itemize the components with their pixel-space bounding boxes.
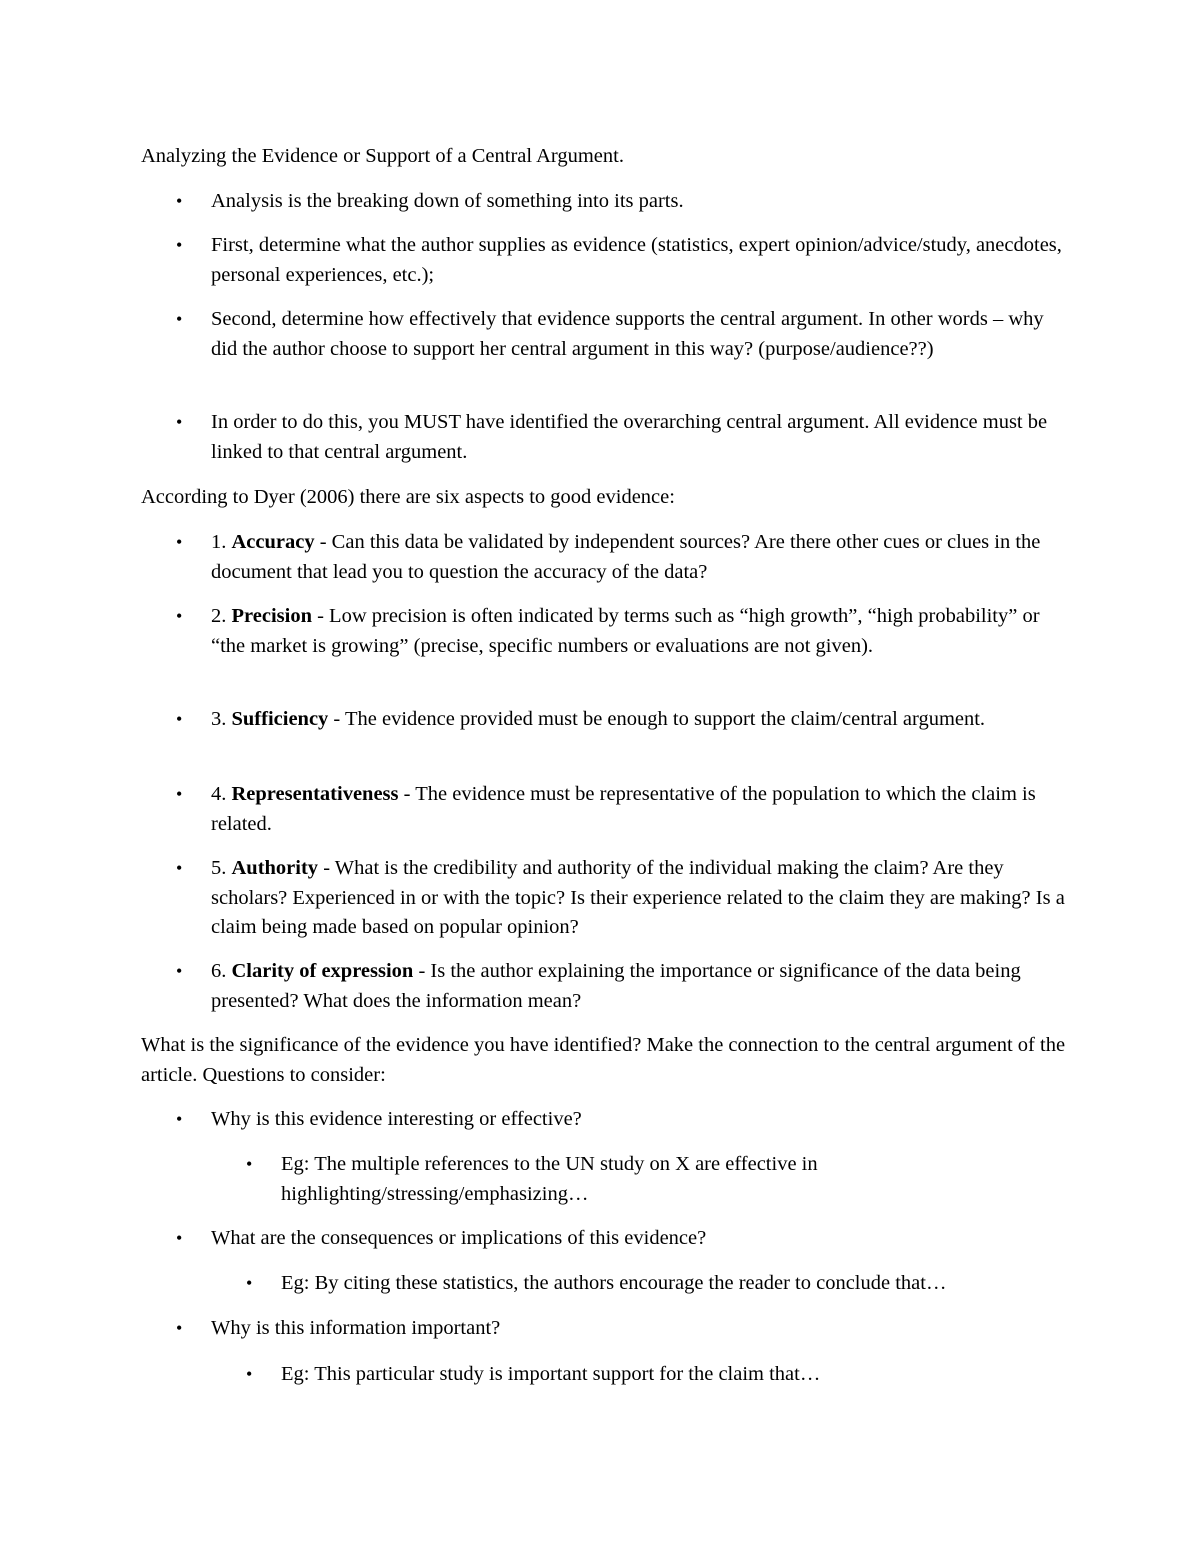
bullet-icon: • [176,961,183,981]
aspect-term: Clarity of expression [231,960,414,982]
example-item [246,1150,1071,1209]
significance-intro: What is the significance of the evidence you have identified? Make the connection to the central argument of the article. Questions to consider: [141,1034,1066,1086]
example-text: Eg: By citing these statistics, the authors encourage the reader to conclude that… [281,1272,947,1294]
bullet-icon: • [246,1154,253,1174]
question-item [176,1314,1071,1344]
aspect-description: - Low precision is often indicated by terms such as “high growth”, “high probability” or “the market is growing” (precise, specific numbers or evaluations are not given). [211,605,1040,657]
bullet-icon: • [176,309,183,329]
aspect-description: - The evidence provided must be enough to support the claim/central argument. [328,708,986,730]
bullet-icon: • [176,1228,183,1248]
list-item-text: Analysis is the breaking down of something into its parts. [211,190,684,212]
question-item [176,1224,1071,1254]
list-item-text: In order to do this, you MUST have identified the overarching central argument. All evidence must be linked to that central argument. [211,411,1048,463]
bullet-icon: • [176,858,183,878]
list-item-text: First, determine what the author supplies as evidence (statistics, expert opinion/advice/study, anecdotes, personal experiences, etc.); [211,234,1062,286]
aspect-number: 3. [211,708,232,730]
aspect-item [176,780,1071,839]
aspect-description: - Is the author explaining the importance or significance of the data being presented? What does the information mean? [211,960,1021,1012]
aspect-item [176,705,1071,735]
aspect-term: Accuracy [231,531,315,553]
aspect-term: Authority [231,857,319,879]
list-item-text: Second, determine how effectively that evidence supports the central argument. In other words – why did the author choose to support her central argument in this way? (purpose/audience??) [211,308,1044,360]
aspect-item [176,854,1071,943]
list-item [176,305,1071,364]
example-text: Eg: This particular study is important support for the claim that… [281,1363,821,1385]
aspect-number: 5. [211,857,232,879]
list-item [176,408,1071,467]
example-item [246,1269,1071,1299]
question-text: What are the consequences or implications of this evidence? [211,1227,707,1249]
aspect-number: 6. [211,960,232,982]
bullet-icon: • [176,191,183,211]
bullet-icon: • [176,412,183,432]
bullet-icon: • [246,1273,253,1293]
aspect-description: - What is the credibility and authority of the individual making the claim? Are they scholars? Experienced in or with the topic? Is their experience related to the claim they are making? Is a claim being made based on popular opinion? [211,857,1065,938]
example-text: Eg: The multiple references to the UN study on X are effective in highlighting/stressing/emphasizing… [281,1153,818,1205]
aspect-number: 1. [211,531,232,553]
document-heading: Analyzing the Evidence or Support of a Central Argument. [141,145,624,167]
bullet-icon: • [176,235,183,255]
bullet-icon: • [246,1364,253,1384]
bullet-icon: • [176,532,183,552]
aspect-number: 4. [211,783,232,805]
aspect-item [176,528,1071,587]
aspect-term: Representativeness [231,783,399,805]
aspect-description: - The evidence must be representative of the population to which the claim is related. [211,783,1036,835]
bullet-icon: • [176,1109,183,1129]
question-text: Why is this information important? [211,1317,501,1339]
example-item [246,1360,1071,1390]
aspect-term: Precision [231,605,312,627]
aspect-item [176,602,1071,661]
bullet-icon: • [176,709,183,729]
aspect-description: - Can this data be validated by independent sources? Are there other cues or clues in the document that lead you to question the accuracy of the data? [211,531,1041,583]
question-text: Why is this evidence interesting or effective? [211,1108,582,1130]
list-item [176,231,1071,290]
aspect-number: 2. [211,605,232,627]
question-item [176,1105,1071,1135]
aspect-term: Sufficiency [231,708,329,730]
bullet-icon: • [176,784,183,804]
aspect-item [176,957,1071,1016]
dyer-intro: According to Dyer (2006) there are six aspects to good evidence: [141,486,675,508]
list-item [176,187,1071,217]
bullet-icon: • [176,1318,183,1338]
bullet-icon: • [176,606,183,626]
